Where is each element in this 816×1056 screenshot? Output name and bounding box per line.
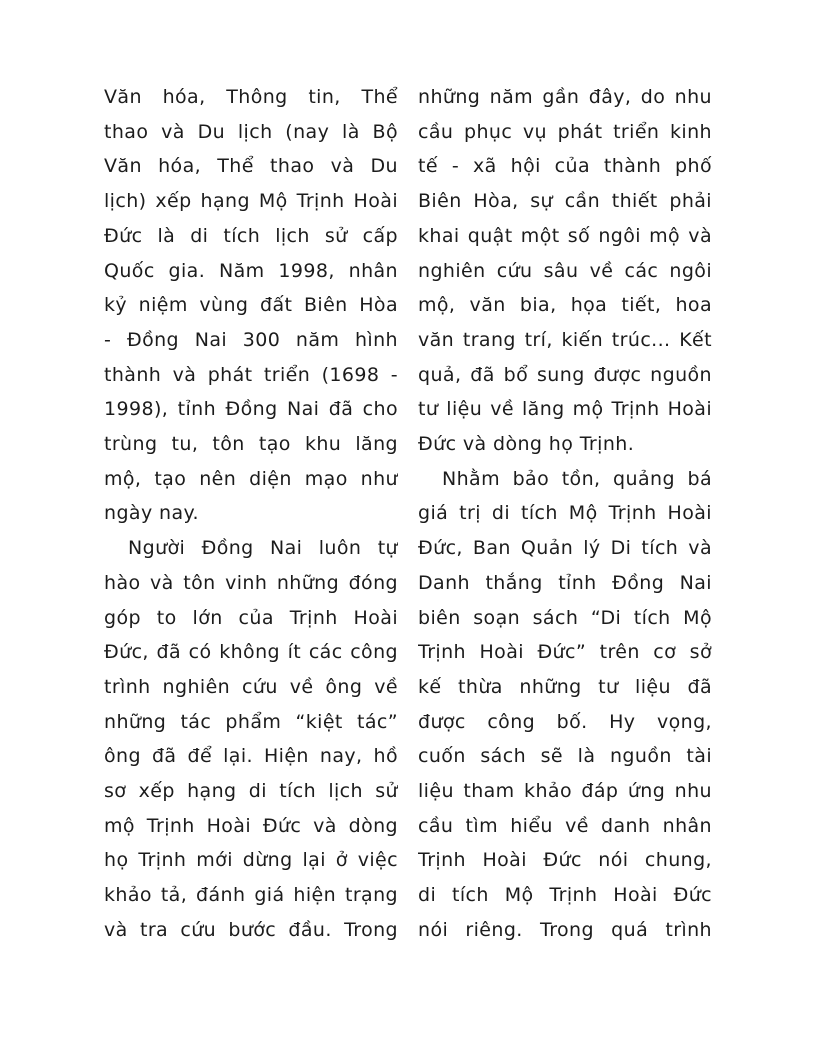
- text-line: 1998), tỉnh Đồng Nai đã cho: [104, 398, 398, 421]
- text-line: trùng tu, tôn tạo khu lăng: [104, 433, 398, 456]
- text-line: ông đã để lại. Hiện nay, hồ: [104, 745, 398, 768]
- text-line: lịch) xếp hạng Mộ Trịnh Hoài: [104, 190, 398, 213]
- text-line: Người Đồng Nai luôn tự: [128, 537, 398, 560]
- text-line: góp to lớn của Trịnh Hoài: [104, 606, 398, 629]
- text-line: Văn hóa, Thể thao và Du: [104, 155, 398, 178]
- text-line: họ Trịnh mới dừng lại ở việc: [104, 849, 398, 872]
- right-text-column: [418, 80, 712, 948]
- text-line: thao và Du lịch (nay là Bộ: [104, 120, 398, 143]
- text-line: nghiên cứu sâu về các ngôi: [418, 259, 712, 282]
- text-line: giá trị di tích Mộ Trịnh Hoài: [418, 502, 712, 525]
- text-line: kế thừa những tư liệu đã: [418, 675, 712, 698]
- text-line: ngày nay.: [104, 502, 199, 525]
- text-line: trình nghiên cứu về ông về: [104, 675, 398, 698]
- text-line: hào và tôn vinh những đóng: [104, 571, 398, 594]
- text-line: Văn hóa, Thông tin, Thể: [104, 86, 398, 108]
- text-line: Danh thắng tỉnh Đồng Nai: [418, 571, 712, 594]
- text-line: văn trang trí, kiến trúc... Kết: [418, 328, 712, 351]
- text-line: quả, đã bổ sung được nguồn: [418, 363, 712, 386]
- text-line: mộ, văn bia, họa tiết, hoa: [418, 294, 712, 317]
- text-line: cầu phục vụ phát triển kinh: [418, 120, 712, 143]
- text-line: sơ xếp hạng di tích lịch sử: [104, 780, 398, 803]
- text-line: mộ Trịnh Hoài Đức và dòng: [104, 814, 398, 837]
- text-line: biên soạn sách “Di tích Mộ: [418, 606, 712, 629]
- text-line: Trịnh Hoài Đức nói chung,: [418, 849, 712, 872]
- text-line: Đức và dòng họ Trịnh.: [418, 433, 635, 456]
- text-line: tư liệu về lăng mộ Trịnh Hoài: [418, 398, 712, 421]
- text-line: Biên Hòa, sự cần thiết phải: [418, 190, 712, 213]
- text-line: Đức là di tích lịch sử cấp: [104, 224, 398, 247]
- text-line: tế - xã hội của thành phố: [418, 155, 712, 178]
- text-line: khai quật một số ngôi mộ và: [418, 224, 712, 247]
- text-line: di tích Mộ Trịnh Hoài Đức: [418, 884, 712, 907]
- text-line: nói riêng. Trong quá trình: [418, 918, 712, 941]
- text-line: liệu tham khảo đáp ứng nhu: [418, 780, 712, 803]
- text-line: kỷ niệm vùng đất Biên Hòa: [104, 294, 398, 317]
- text-line: những tác phẩm “kiệt tác”: [104, 710, 398, 733]
- text-line: Nhằm bảo tồn, quảng bá: [442, 467, 712, 490]
- text-line: - Đồng Nai 300 năm hình: [104, 328, 398, 351]
- text-line: thành và phát triển (1698 -: [104, 363, 398, 386]
- text-line: Quốc gia. Năm 1998, nhân: [104, 259, 398, 282]
- text-line: cuốn sách sẽ là nguồn tài: [418, 745, 712, 768]
- left-text-column: [104, 80, 398, 948]
- text-line: Trịnh Hoài Đức” trên cơ sở: [418, 641, 712, 664]
- text-line: được công bố. Hy vọng,: [418, 710, 712, 733]
- text-line: những năm gần đây, do nhu: [418, 86, 712, 108]
- text-line: khảo tả, đánh giá hiện trạng: [104, 884, 398, 907]
- text-line: mộ, tạo nên diện mạo như: [104, 467, 398, 490]
- text-line: cầu tìm hiểu về danh nhân: [418, 814, 712, 837]
- text-line: và tra cứu bước đầu. Trong: [104, 918, 398, 941]
- text-line: Đức, đã có không ít các công: [104, 641, 398, 664]
- text-line: Đức, Ban Quản lý Di tích và: [418, 537, 712, 560]
